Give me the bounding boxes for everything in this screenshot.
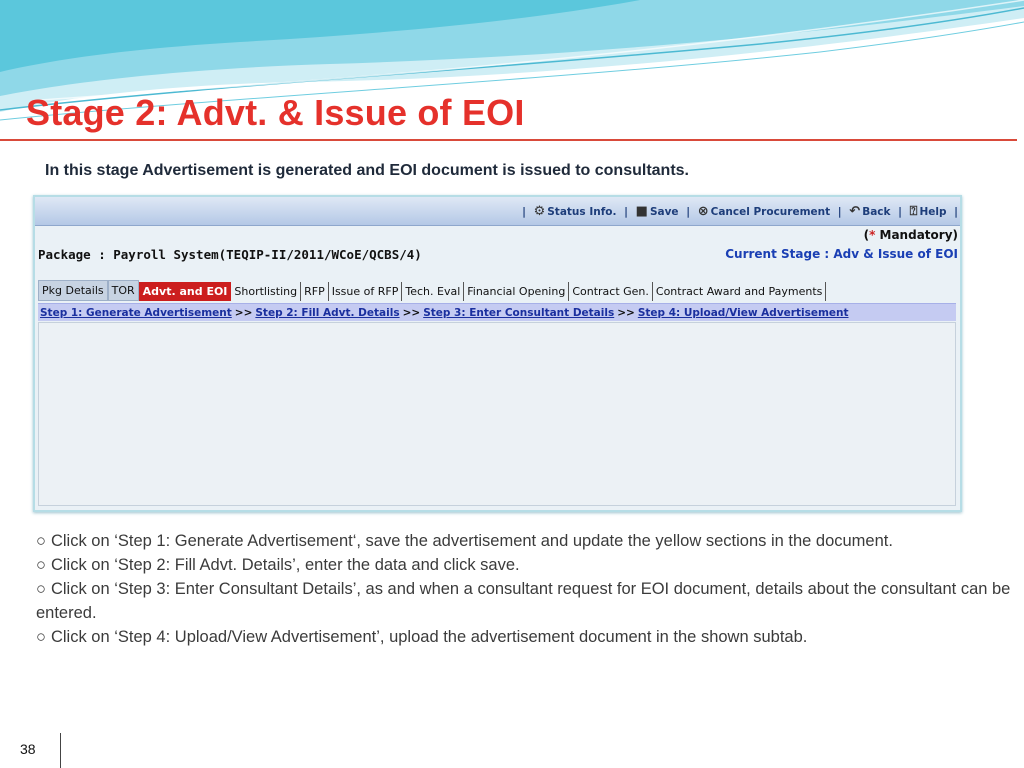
toolbar-separator: | — [686, 206, 691, 218]
floppy-disk-icon: ■ — [635, 204, 648, 219]
tab-financial-opening[interactable]: Financial Opening — [464, 282, 569, 301]
step-4-link[interactable]: Step 4: Upload/View Advertisement — [637, 307, 849, 319]
mandatory-legend — [864, 228, 958, 242]
save-button[interactable] — [636, 204, 679, 219]
tab-pkg-details[interactable]: Pkg Details — [38, 280, 108, 301]
status-info-button[interactable] — [534, 204, 617, 219]
package-label: Package : Payroll System(TEQIP-II/2011/WCoE/QCBS/4) — [38, 247, 422, 262]
note-text: Click on ‘Step 1: Generate Advertisement‘, save the advertisement and update the yellow sections in the document. — [50, 532, 893, 550]
step-arrow: >> — [617, 307, 635, 319]
tab-issue-of-rfp[interactable]: Issue of RFP — [329, 282, 403, 301]
tab-tech-eval[interactable]: Tech. Eval — [402, 282, 464, 301]
note-item — [36, 625, 1021, 649]
page-number: 38 — [20, 741, 36, 757]
toolbar-separator: | — [522, 206, 526, 218]
bullet-circle: ○ — [36, 628, 46, 646]
back-label: Back — [862, 206, 891, 218]
toolbar-separator: | — [837, 206, 842, 218]
stage-tabs — [38, 279, 826, 301]
back-button[interactable] — [849, 204, 890, 219]
tab-contract-gen[interactable]: Contract Gen. — [569, 282, 653, 301]
bullet-circle: ○ — [36, 556, 46, 574]
help-icon: ⍰ — [909, 204, 918, 219]
title-divider — [0, 139, 1017, 141]
step-3-link[interactable]: Step 3: Enter Consultant Details — [423, 307, 615, 319]
app-toolbar — [35, 197, 960, 226]
tab-rfp[interactable]: RFP — [301, 282, 329, 301]
mandatory-label: Mandatory) — [875, 228, 958, 242]
tab-shortlisting[interactable]: Shortlisting — [231, 282, 301, 301]
status-info-label: Status Info. — [547, 206, 617, 218]
step-arrow: >> — [402, 307, 421, 319]
toolbar-separator: | — [954, 206, 958, 218]
bullet-circle: ○ — [36, 580, 46, 598]
back-arrow-icon: ↶ — [849, 204, 861, 219]
note-item — [36, 553, 1021, 577]
help-label: Help — [919, 206, 947, 218]
cancel-procurement-button[interactable] — [698, 204, 830, 219]
steps-bar — [38, 303, 956, 321]
toolbar-separator: | — [898, 206, 902, 218]
toolbar-links — [518, 204, 958, 219]
cancel-circle-icon: ⊗ — [697, 204, 709, 219]
step-arrow: >> — [234, 307, 253, 319]
tab-advt-and-eoi[interactable]: Advt. and EOI — [139, 282, 232, 301]
save-label: Save — [649, 206, 679, 218]
mandatory-star: * — [869, 228, 876, 242]
note-item — [36, 577, 1021, 625]
note-text: Click on ‘Step 3: Enter Consultant Details’, as and when a consultant request for EOI document, details about the consultant can be entered. — [36, 580, 1011, 622]
current-stage-label: Current Stage : Adv & Issue of EOI — [725, 247, 958, 261]
slide-title: Stage 2: Advt. & Issue of EOI — [26, 92, 525, 133]
instruction-notes — [36, 529, 1021, 649]
cancel-procurement-label: Cancel Procurement — [710, 206, 831, 218]
slide-subtitle: In this stage Advertisement is generated and EOI document is issued to consultants. — [45, 162, 689, 179]
note-text: Click on ‘Step 2: Fill Advt. Details’, enter the data and click save. — [50, 556, 520, 574]
note-item — [36, 529, 1021, 553]
note-text: Click on ‘Step 4: Upload/View Advertisement’, upload the advertisement document in the shown subtab. — [50, 628, 808, 646]
bullet-circle: ○ — [36, 532, 46, 550]
tab-contract-award-and-payments[interactable]: Contract Award and Payments — [653, 282, 827, 301]
step-1-link[interactable]: Step 1: Generate Advertisement — [40, 307, 232, 319]
gear-icon: ⚙ — [533, 204, 546, 219]
help-button[interactable] — [910, 204, 947, 219]
step-2-link[interactable]: Step 2: Fill Advt. Details — [255, 307, 400, 319]
content-area — [38, 322, 956, 506]
toolbar-separator: | — [624, 206, 628, 218]
tab-tor[interactable]: TOR — [108, 280, 139, 301]
app-screenshot — [33, 195, 962, 512]
page-number-divider — [60, 733, 61, 768]
mandatory-open-paren: ( — [863, 228, 870, 242]
